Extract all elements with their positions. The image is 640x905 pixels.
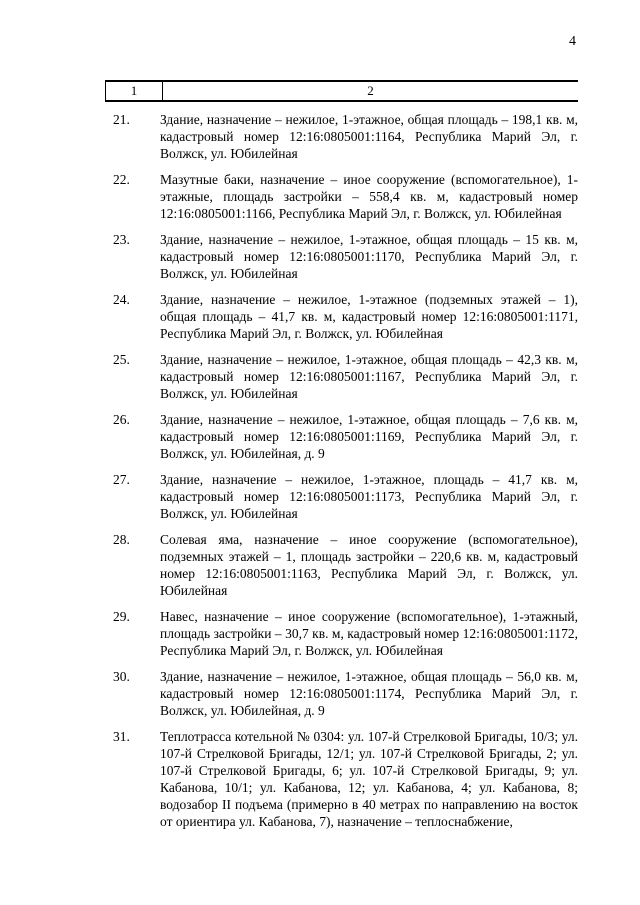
table-row xyxy=(105,351,578,402)
row-number: 30. xyxy=(113,669,130,684)
row-number: 21. xyxy=(113,112,130,127)
page-number: 4 xyxy=(569,34,576,49)
table-row xyxy=(105,291,578,342)
row-text: Солевая яма, назначение – иное сооружение (вспомогательное), подземных этажей – 1, площадь застройки – 220,6 кв. м, кадастровый номер 12:16:0805001:1163, Республика Марий Эл, г. Волжск, ул. Юбилейная xyxy=(160,532,578,598)
row-text: Навес, назначение – иное сооружение (вспомогательное), 1-этажный, площадь застройки – 30,7 кв. м, кадастровый номер 12:16:0805001:1172, Республика Марий Эл, г. Волжск, ул. Юбилейная xyxy=(160,609,578,658)
row-text: Мазутные баки, назначение – иное сооружение (вспомогательное), 1-этажные, площадь застройки – 558,4 кв. м, кадастровый номер 12:16:0805001:1166, Республика Марий Эл, г. Волжск, ул. Юбилейная xyxy=(160,172,578,221)
row-text: Здание, назначение – нежилое, 1-этажное, площадь – 41,7 кв. м, кадастровый номер 12:16:0805001:1173, Республика Марий Эл, г. Волжск, ул. Юбилейная xyxy=(160,472,578,521)
table-row xyxy=(105,728,578,830)
table-row xyxy=(105,531,578,599)
row-number: 23. xyxy=(113,232,130,247)
table-row xyxy=(105,668,578,719)
document-content xyxy=(105,80,578,830)
row-text: Здание, назначение – нежилое, 1-этажное (подземных этажей – 1), общая площадь – 41,7 кв. м, кадастровый номер 12:16:0805001:1171, Республика Марий Эл, г. Волжск, ул. Юбилейная xyxy=(160,292,578,341)
table-row xyxy=(105,111,578,162)
row-text: Здание, назначение – нежилое, 1-этажное, общая площадь – 56,0 кв. м, кадастровый номер 12:16:0805001:1174, Республика Марий Эл, г. Волжск, ул. Юбилейная, д. 9 xyxy=(160,669,578,718)
row-number: 26. xyxy=(113,412,130,427)
table-header-col-description: 2 xyxy=(367,83,374,98)
row-text: Теплотрасса котельной № 0304: ул. 107-й Стрелковой Бригады, 10/3; ул. 107-й Стрелковой Бригады, 12/1; ул. 107-й Стрелковой Бригады, 2; ул. 107-й Стрелковой Бригады, 6; ул. 107-й Стрелковой Бригады, 9; ул. Кабанова, 10/1; ул. Кабанова, 12; ул. Кабанова, 4; ул. Кабанова, 8; водозабор II подъема (примерно в 40 метрах по направлению на восток от ориентира ул. Кабанова, 7), назначение – теплоснабжение, xyxy=(160,729,578,829)
table-body xyxy=(105,111,578,830)
row-number: 27. xyxy=(113,472,130,487)
table-row xyxy=(105,171,578,222)
row-text: Здание, назначение – нежилое, 1-этажное, общая площадь – 42,3 кв. м, кадастровый номер 12:16:0805001:1167, Республика Марий Эл, г. Волжск, ул. Юбилейная xyxy=(160,352,578,401)
row-number: 24. xyxy=(113,292,130,307)
table-row xyxy=(105,471,578,522)
table-row xyxy=(105,608,578,659)
table-header-row xyxy=(105,80,578,102)
row-text: Здание, назначение – нежилое, 1-этажное, общая площадь – 7,6 кв. м, кадастровый номер 12:16:0805001:1169, Республика Марий Эл, г. Волжск, ул. Юбилейная, д. 9 xyxy=(160,412,578,461)
table-row xyxy=(105,231,578,282)
row-number: 22. xyxy=(113,172,130,187)
table-header-col-number: 1 xyxy=(105,82,163,100)
row-number: 25. xyxy=(113,352,130,367)
row-number: 29. xyxy=(113,609,130,624)
table-row xyxy=(105,411,578,462)
row-number: 31. xyxy=(113,729,130,744)
row-text: Здание, назначение – нежилое, 1-этажное, общая площадь – 15 кв. м, кадастровый номер 12:16:0805001:1170, Республика Марий Эл, г. Волжск, ул. Юбилейная xyxy=(160,232,578,281)
row-number: 28. xyxy=(113,532,130,547)
row-text: Здание, назначение – нежилое, 1-этажное, общая площадь – 198,1 кв. м, кадастровый номер 12:16:0805001:1164, Республика Марий Эл, г. Волжск, ул. Юбилейная xyxy=(160,112,578,161)
